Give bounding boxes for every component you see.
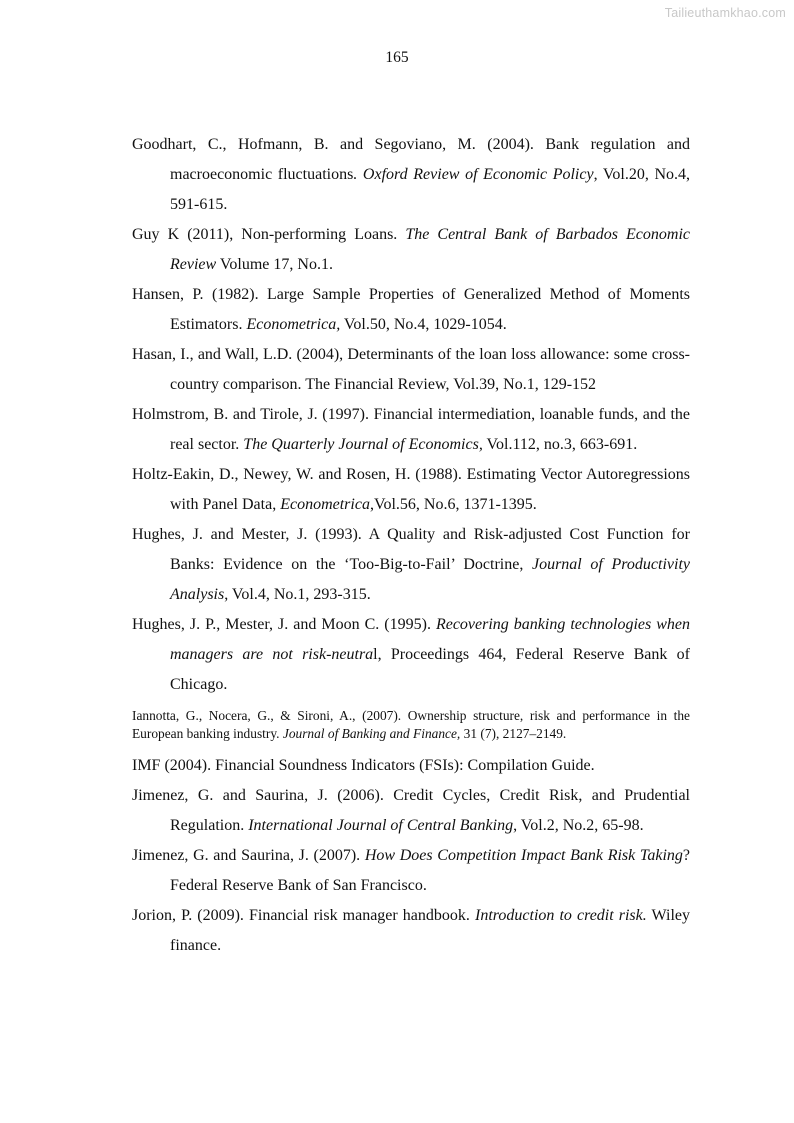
reference-text: , Vol.2, No.2, 65-98. <box>513 817 644 834</box>
reference-italic-title: Journal of Productivity Analysis <box>170 556 690 603</box>
page-number: 165 <box>385 49 409 66</box>
reference-entry <box>132 280 690 340</box>
reference-text: Jorion, P. (2009). Financial risk manager handbook. <box>132 907 475 924</box>
reference-italic-title: How Does Competition Impact Bank Risk Taking <box>364 847 683 864</box>
reference-text: Volume 17, No.1. <box>216 256 333 273</box>
reference-text: Hasan, I., and Wall, L.D. (2004), Determinants of the loan loss allowance: some cross-country comparison. The Financial Review, Vol.39, No.1, 129-152 <box>132 346 690 393</box>
reference-italic-title: The Quarterly Journal of Economics, <box>243 436 483 453</box>
reference-text: Goodhart, C., Hofmann, B. and Segoviano, M. (2004). Bank regulation and macroeconomic fluctuations <box>132 136 690 183</box>
reference-italic-title: Econometrica <box>280 496 370 513</box>
reference-italic-title: Journal of Banking and Finance, <box>282 726 461 741</box>
reference-entry <box>132 781 690 841</box>
reference-text: Jimenez, G. and Saurina, J. (2006). Credit Cycles, Credit Risk, and Prudential Regulation. <box>132 787 690 834</box>
reference-text: Jimenez, G. and Saurina, J. (2007). <box>132 847 365 864</box>
reference-entry <box>132 707 690 743</box>
reference-entry <box>132 400 690 460</box>
reference-entry <box>132 340 690 400</box>
reference-italic-title: . Oxford Review of Economic Policy <box>353 166 594 183</box>
reference-italic-title: International Journal of Central Banking <box>248 817 514 834</box>
reference-text: l, Proceedings 464, Federal Reserve Bank of Chicago. <box>170 646 690 693</box>
reference-text: Holtz-Eakin, D., Newey, W. and Rosen, H. (1988). Estimating Vector Autoregressions with Panel Data, <box>132 466 690 513</box>
reference-text: Vol.112, no.3, 663-691. <box>482 436 638 453</box>
watermark-text: Tailieuthamkhao.com <box>664 6 786 20</box>
reference-text: Hughes, J. P., Mester, J. and Moon C. (1995). <box>132 616 436 633</box>
reference-entry <box>132 610 690 700</box>
reference-list <box>132 130 690 961</box>
reference-italic-title: Econometrica, <box>246 316 341 333</box>
reference-text: Vol.50, No.4, 1029-1054. <box>340 316 507 333</box>
reference-text: , Vol.20, No.4, 591-615. <box>170 166 691 213</box>
reference-text: Iannotta, G., Nocera, G., & Sironi, A., (2007). Ownership structure, risk and performance in the European banking industry. <box>132 708 690 741</box>
reference-entry <box>132 751 690 781</box>
reference-entry <box>132 460 690 520</box>
reference-text: IMF (2004). Financial Soundness Indicators (FSIs): Compilation Guide. <box>132 757 595 774</box>
reference-italic-title: The Central Bank of Barbados Economic Review <box>170 226 690 273</box>
reference-text: ,Vol.56, No.6, 1371-1395. <box>369 496 537 513</box>
reference-text: , Vol.4, No.1, 293-315. <box>224 586 371 603</box>
reference-entry <box>132 901 690 961</box>
reference-text: ? Federal Reserve Bank of San Francisco. <box>170 847 691 894</box>
reference-text: Holmstrom, B. and Tirole, J. (1997). Financial intermediation, loanable funds, and the real sector. <box>132 406 690 453</box>
reference-entry <box>132 841 690 901</box>
reference-entry <box>132 520 690 610</box>
reference-entry <box>132 130 690 220</box>
reference-text: Hansen, P. (1982). Large Sample Properties of Generalized Method of Moments Estimators. <box>132 286 690 333</box>
reference-text: Hughes, J. and Mester, J. (1993). A Quality and Risk-adjusted Cost Function for Banks: Evidence on the ‘Too-Big-to-Fail’ Doctrine, <box>132 526 690 573</box>
reference-text: Guy K (2011), Non-performing Loans. <box>132 226 406 243</box>
reference-italic-title: Recovering banking technologies when managers are not risk-neutra <box>170 616 691 663</box>
reference-entry <box>132 220 690 280</box>
reference-text: 31 (7), 2127–2149. <box>460 726 567 741</box>
reference-italic-title: Introduction to credit risk. <box>474 907 647 924</box>
reference-text: Wiley finance. <box>170 907 690 954</box>
